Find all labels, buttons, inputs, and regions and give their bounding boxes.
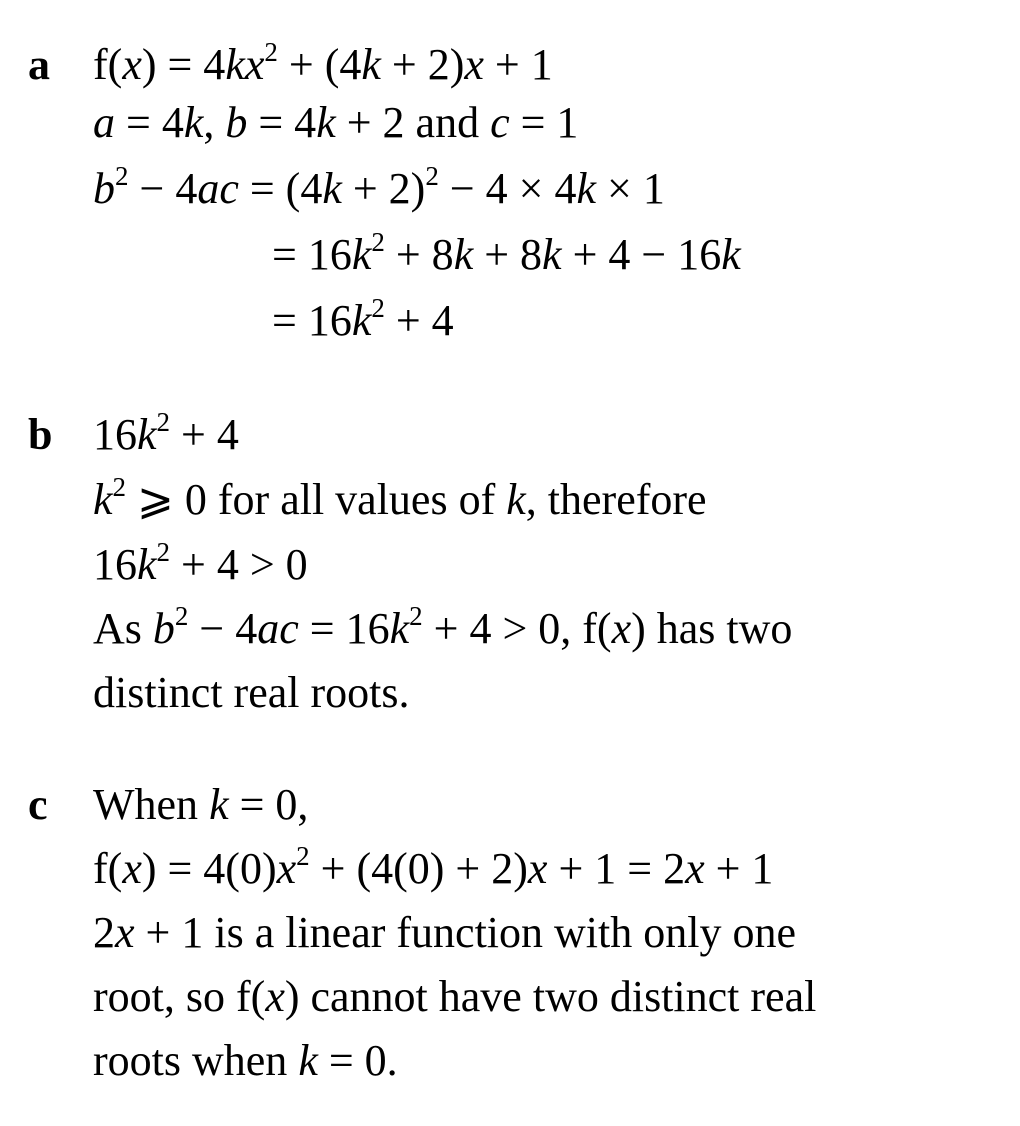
part-a-line-4: = $16k^2 + 8k + 8k + 4 - 16k$ [272,227,741,279]
part-a-letter: a [28,40,50,89]
part-c-line-3: 2x + 1 is a linear function with only one [93,908,796,957]
part-c-line-5: roots when k = 0. [93,1036,398,1085]
part-b-line-2: $k^2$ ⩾ 0 for all values of k, therefore [93,472,707,524]
part-b-letter: b [28,410,53,459]
part-c-letter: c [28,780,48,829]
part-b-line-1: $16k^2 + 4$ [93,407,239,459]
part-a-line-5: = $16k^2 + 4$ [272,293,454,345]
part-b-line-4: As $b^2 - 4ac = 16k^2 + 4 > 0$, f(x) has two [93,601,793,653]
part-a-line-3: $b^2 - 4ac = (4k + 2)^2 - 4 \times 4k \times 1$ [93,161,665,213]
part-c-line-4: root, so f(x) cannot have two distinct real [93,972,817,1021]
part-b-line-5: distinct real roots. [93,668,410,717]
part-c-line-2: $f(x) = 4(0)x^2 + (4(0) + 2)x + 1 = 2x + 1$ [93,841,774,893]
part-a-line-1: $f(x) = 4kx^2 + (4k + 2)x + 1$ [93,37,553,89]
part-b-line-3: $16k^2 + 4 > 0$ [93,537,308,589]
part-c-line-1: When k = 0, [93,780,309,829]
part-a-line-2: a = 4k, b = 4k + 2 and c = 1 [93,98,579,147]
